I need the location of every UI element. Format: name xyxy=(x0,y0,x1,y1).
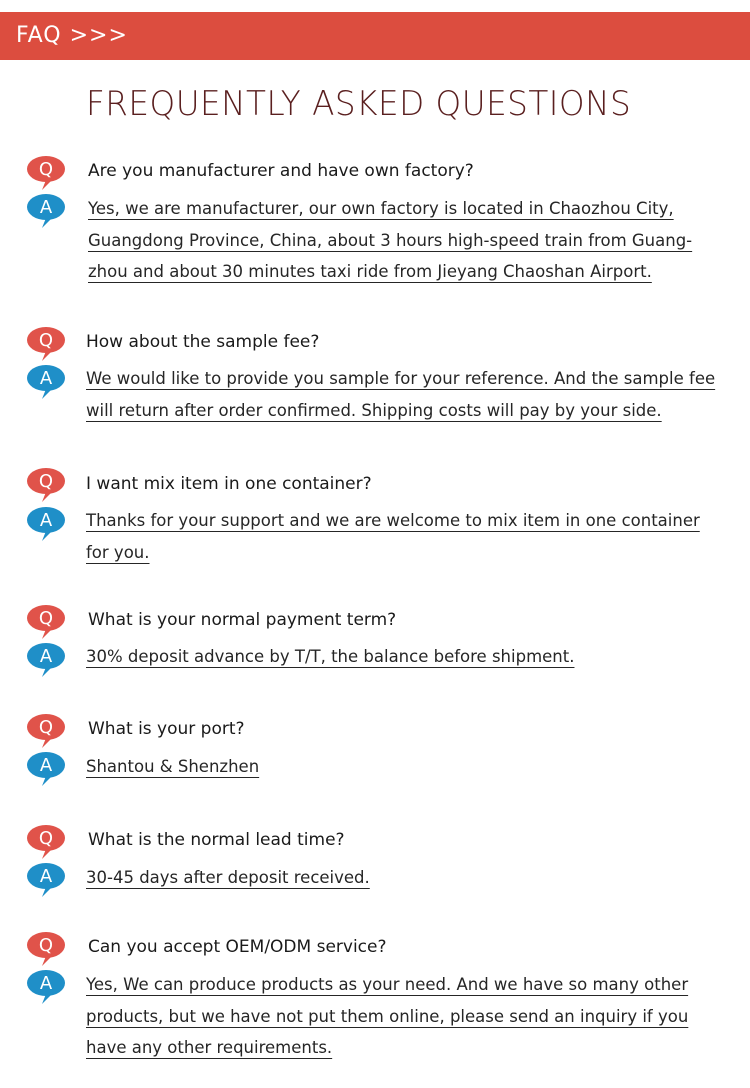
svg-text:Q: Q xyxy=(38,471,54,492)
question-text: What is your port? xyxy=(88,719,245,739)
svg-text:Q: Q xyxy=(38,159,54,180)
answer-text: 30-45 days after deposit received. xyxy=(86,868,370,887)
answer-bubble-icon xyxy=(26,859,66,899)
svg-text:A: A xyxy=(39,755,53,776)
faq-banner xyxy=(0,12,750,60)
question-bubble-icon xyxy=(26,821,66,861)
question-text: What is your normal payment term? xyxy=(88,610,397,630)
question-text: Can you accept OEM/ODM service? xyxy=(88,937,387,957)
svg-text:Q: Q xyxy=(38,935,54,956)
answer-text: Yes, We can produce products as your need. And we have so many other products, but we have not put them online, please send an inquiry if you have any other requirements. xyxy=(86,975,689,1057)
svg-text:Q: Q xyxy=(38,608,54,629)
answer-bubble-icon xyxy=(26,966,66,1006)
answer-text: We would like to provide you sample for your reference. And the sample fee will return after order confirmed. Shipping costs will pay by your side. xyxy=(86,369,716,420)
answer-bubble-icon xyxy=(26,748,66,788)
answer-text: Thanks for your support and we are welcome to mix item in one container for you. xyxy=(86,511,700,562)
question-text: Are you manufacturer and have own factory? xyxy=(88,161,474,181)
page-title: FREQUENTLY ASKED QUESTIONS xyxy=(86,84,632,124)
answer-text: Yes, we are manufacturer, our own factory is located in Chaozhou City, Guangdong Province, China, about 3 hours high-speed train from Guang-zhou and about 30 minutes taxi ride from Jieyang Chaoshan Airport. xyxy=(88,199,693,281)
answer-bubble-icon xyxy=(26,639,66,679)
question-bubble-icon xyxy=(26,710,66,750)
question-bubble-icon xyxy=(26,152,66,192)
question-bubble-icon xyxy=(26,323,66,363)
svg-text:Q: Q xyxy=(38,828,54,849)
answer-bubble-icon xyxy=(26,361,66,401)
answer-bubble-icon xyxy=(26,503,66,543)
question-bubble-icon xyxy=(26,464,66,504)
banner-label: FAQ >>> xyxy=(16,23,128,48)
svg-text:Q: Q xyxy=(38,717,54,738)
svg-text:A: A xyxy=(39,510,53,531)
question-bubble-icon xyxy=(26,601,66,641)
answer-text: Shantou & Shenzhen xyxy=(86,757,260,776)
svg-text:Q: Q xyxy=(38,330,54,351)
question-text: I want mix item in one container? xyxy=(86,474,372,494)
question-text: What is the normal lead time? xyxy=(88,830,345,850)
question-bubble-icon xyxy=(26,928,66,968)
answer-text: 30% deposit advance by T/T, the balance before shipment. xyxy=(86,647,575,666)
svg-text:A: A xyxy=(39,866,53,887)
svg-text:A: A xyxy=(39,368,53,389)
svg-text:A: A xyxy=(39,646,53,667)
svg-text:A: A xyxy=(39,197,53,218)
svg-text:A: A xyxy=(39,973,53,994)
question-text: How about the sample fee? xyxy=(86,332,320,352)
answer-bubble-icon xyxy=(26,190,66,230)
